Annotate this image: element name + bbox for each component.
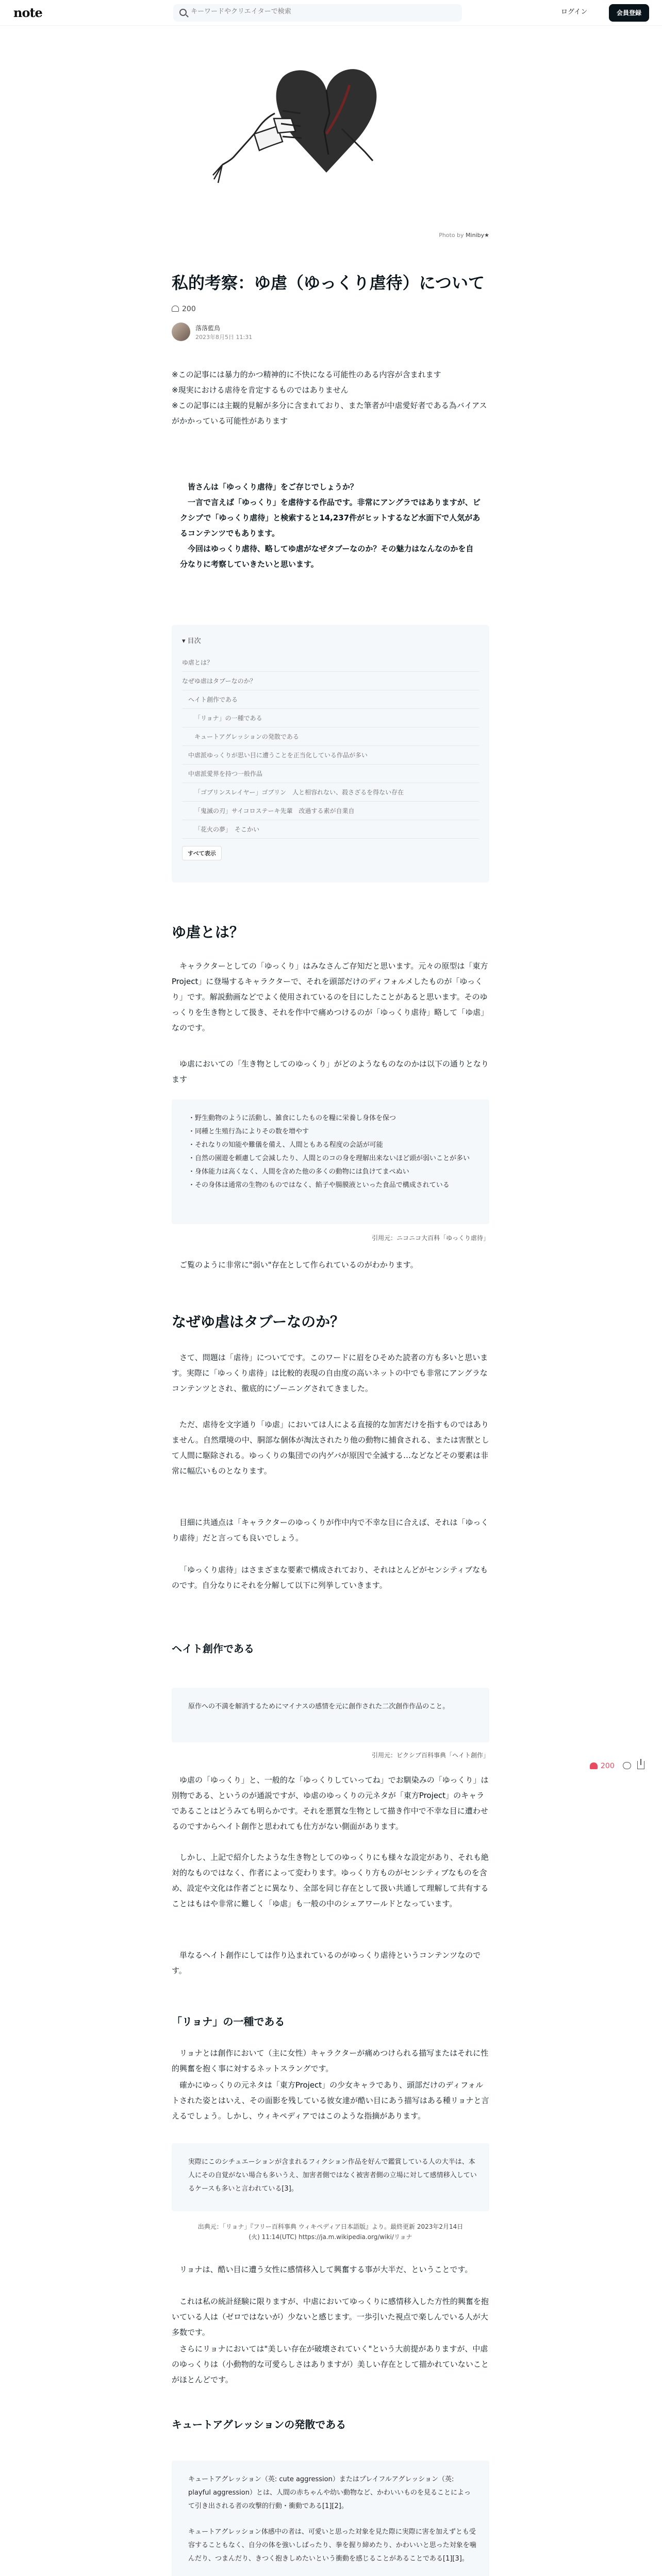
paragraph: ご覧のように非常に"弱い"存在として作られているのがわかります。 [179, 1260, 418, 1269]
quote-line: ・それなりの知能や難儀を備え、人間ともある程度の会話が可能 [188, 1141, 383, 1149]
paragraph: 単なるヘイト創作にしては作り込まれているのがゆっくり虐待というコンテンツなのです。 [172, 1951, 481, 1975]
paragraph: しかし、上記で紹介したような生き物としてのゆっくりにも様々な設定があり、それも絶対的なものではなく、作者によって変わります。ゆっくり方ものがセンシティブなものを含め、設定や文化は作者ごとに異なり、全部を同じ存在として扱い共通して理解して共有することはもはや非常に難しく「ゆ虐」も一般の中のシェアワールドとなっています。 [172, 1853, 489, 1908]
paragraph: ゆ虐においての「生き物としてのゆっくり」がどのようなものなのかは以下の通りとなります [172, 1059, 489, 1084]
notice-list [172, 367, 489, 429]
definition-quote: キュートアグレッション（英: cute aggression）またはプレイフルアグレッション（英: playful aggression）とは、人間の赤ちゃんや幼い動物など、かわいいものを見ることによって引き出される者の攻撃的行動・衝動である[1][2]。 キュートアグレッション体感中の者は、可愛いと思った対象を見た際に実際に害を加えずとも受容することもなく、自分の体を強いしばったり、拳を握り締めたり、かわいいと思った対象を噛んだり、つまんだり、きつく抱きしめたいという衝動を感じることがあることである[1][3]。 [172, 2461, 489, 2576]
author-name[interactable]: 落落藍鳥 [195, 325, 221, 332]
search-icon [179, 9, 187, 16]
heart-icon [172, 306, 179, 312]
side-like-button[interactable]: 200 [590, 1762, 615, 1770]
paragraph: 「ゆっくり虐待」はさまざまな要素で構成されており、それはとんどがセンシティブなものです。自分なりにそれを分解して以下に列挙していきます。 [172, 1565, 488, 1590]
paragraph: さて、問題は「虐待」についてです。このワードに眉をひそめた読者の方も多いと思います。実際に「ゆっくり虐待」は比較的表現の自由度の高いネットの中でも非常にアングラなコンテンツとされ、徹底的にゾーニングされてきました。 [172, 1353, 488, 1393]
paragraph: キャラクターとしての「ゆっくり」はみなさんご存知だと思います。元々の原型は「東方Project」に登場するキャラクターで、それを頭部だけのディフォルメしたものが「ゆっくり」です。解説動画などでよく使用されているのを目にしたことがあると思います。そのゆっくりを生き物として扱き、それを作中で痛めつけるのが「ゆっくり虐待」略して「ゆ虐」なのです。 [172, 961, 489, 1032]
toc-item[interactable]: なぜゆ虐はタブーなのか？ [182, 672, 479, 690]
paragraph: 確かにゆっくりの元ネタは「東方Project」の少女キャラであり、頭部だけのディフォルトされた姿とはいえ、その面影を残している彼女達が酷い目にあう描写はある種リョナと言えるでしょう。しかし、ウィキペディアではこのような指摘があります。 [172, 2080, 489, 2121]
note-logo[interactable]: note [13, 5, 42, 20]
quote-line: ・身体能力は高くなく、人間を含めた他の多くの動物には負けてまぺぬい [188, 1168, 409, 1176]
definition-quote: 原作への不満を解消するためにマイナスの感情を元に創作された二次創作作品のこと。 [172, 1688, 489, 1742]
paragraph: 目細に共通点は「キャラクターのゆっくりが作中内で不幸な目に合えば、それは「ゆっくり虐待」だと言っても良いでしょう。 [172, 1518, 489, 1543]
sub-heading: ヘイト創作である [172, 1642, 254, 1655]
article-title: 私的考察：ゆ虐（ゆっくり虐待）について [172, 273, 485, 293]
login-link[interactable]: ログイン [561, 8, 588, 16]
toc-item[interactable]: 「ゴブリンスレイヤー」ゴブリン 人と相容れない、殺さざるを得ない存在 [182, 783, 479, 802]
quote-line: ・その身体は通常の生物のものではなく、餡子や腸膜液といった食品で構成されている [188, 1181, 450, 1189]
paragraph: ただ、虐待を文字通り「ゆ虐」においては人による直接的な加害だけを指すものではありません。自然環境の中、胴部な個体が淘汰されたり他の動物に捕食される、または害獣として人間に駆除される。ゆっくりの集団での内ゲバが原因で全滅する…などなどその要素は非常に幅広いものとなります。 [172, 1420, 489, 1476]
toc-item[interactable]: 「鬼滅の刃」サイコロステーキ先輩 改過する素が自業自 [182, 802, 479, 820]
paragraph: これは私の統計経験に限りますが、中虐においてゆっくりに感情移入した方性的興奮を抱いている人は（ゼロではないが）少ないと感じます。一歩引いた視点で楽しんでいる人が大多数です。 [172, 2297, 489, 2337]
sub-heading: キュートアグレッションの発散である [172, 2418, 346, 2431]
photo-credit-name[interactable]: Miniby★ [466, 232, 489, 239]
toc-item[interactable]: 「リョナ」の一種である [182, 709, 479, 727]
search-input[interactable] [191, 8, 449, 15]
hero-image [172, 41, 489, 232]
paragraph: ゆ虐の「ゆっくり」と、一般的な「ゆっくりしていってね」でお馴染みの「ゆっくり」は別物である、というのが通説ですが、ゆ虐のゆっくりの元ネタが「東方Project」のキャラであることはどうみても明らかです。それを悪質な生物として描き作中で不幸な目に遭わせるのですからヘイト創作と思われても仕方がない側面があります。 [172, 1775, 489, 1831]
notice-line: ※この記事には暴力的かつ精神的に不快になる可能性のある内容が含まれます [172, 370, 441, 379]
section-heading: ゆ虐とは？ [172, 924, 244, 941]
quote-source[interactable]: 引用元：ピクシブ百科事典「ヘイト創作」 [371, 1752, 489, 1759]
quote-source[interactable]: 引用元：ニコニコ大百科「ゆっくり虐待」 [372, 1234, 489, 1242]
author-block[interactable] [172, 323, 489, 343]
paragraph: さらにリョナにおいては"美しい存在が破壊されていく"という大前提がありますが、中虐のゆっくりは（小動物的な可愛らしさはありますが）美しい存在として描かれていないことがほとんどです。 [172, 2344, 489, 2384]
paragraph: リョナは、酷い目に遭う女性に感情移入して興奮する事が大半だ、ということです。 [179, 2265, 473, 2274]
paragraph: リョナとは創作において（主に女性）キャラクターが痛めつけられる描写またはそれに性的興奮を抱く事に対するネットスラングです。 [172, 2048, 489, 2073]
toc-show-all-button[interactable]: すべて表示 [182, 846, 222, 860]
notice-line: ※現実における虐待を肯定するものではありません [172, 385, 349, 395]
section-heading: なぜゆ虐はタブーなのか？ [172, 1313, 345, 1330]
search-box[interactable] [173, 4, 462, 22]
toc-item[interactable]: 中虐派愛界を持つ一般作品 [182, 765, 479, 783]
sub-heading: 「リョナ」の一種である [172, 2015, 285, 2028]
heart-rope-illustration [172, 41, 489, 232]
toc-item[interactable]: 中虐派ゆっくりが思い目に遭うことを正当化している作品が多い [182, 746, 479, 765]
toc-item[interactable]: ヘイト創作である [182, 690, 479, 709]
definition-quote: 実際にこのシチュエーションが含まれるフィクション作品を好んで鑑賞している人の大半は、本人にその自覚がない場合も多いうえ、加害者側ではなく被害者側の立場に対して感情移入しているケースも多いと言われている[3]。 [172, 2143, 489, 2211]
photo-credit: Photo by Miniby★ [439, 232, 489, 239]
share-icon[interactable] [637, 1761, 644, 1769]
notice-line: ※この記事には主観的見解が多分に含まれており、また筆者が中虐愛好者である為バイアスがかかっている可能性があります [172, 401, 487, 426]
table-of-contents [172, 625, 489, 883]
intro [172, 479, 489, 572]
quote-source[interactable]: 出典元：「リョナ」『フリー百科事典 ウィキペディア日本語版』より。最終更新 2023年2月14日 (火) 11:14(UTC) https://ja.m.wikipedia.org/wiki/リョナ [197, 2223, 464, 2241]
quote-line: ・野生動物のように活動し、雑食にしたものを糧に栄養し身体を保つ [188, 1114, 396, 1122]
toc-item[interactable]: 「花火の夢」 そこかい [182, 820, 479, 839]
signup-button[interactable]: 会員登録 [609, 4, 649, 22]
comment-icon[interactable] [623, 1762, 631, 1769]
bullet-quote [172, 1099, 489, 1224]
heart-icon [590, 1762, 598, 1769]
toc-item[interactable]: ゆ虐とは？ [182, 653, 479, 672]
quote-line: ・同種と生殖行為によりその数を増やす [188, 1128, 309, 1136]
toc-heading[interactable]: ▾ 目次 [182, 637, 201, 645]
site-header [0, 0, 662, 26]
quote-line: ・自然の園遊を頼慮して会減したり、人間とのコの身を理解出来ないほど頭が弱いことが多い [188, 1155, 470, 1162]
intro-line: 皆さんは「ゆっくり虐待」をご存じでしょうか？ [188, 482, 358, 492]
avatar[interactable] [172, 323, 190, 341]
publish-date: 2023年8月5日 11:31 [195, 334, 253, 341]
article-likes[interactable]: 200 [172, 305, 489, 313]
intro-line: 今回はゆっくり虐待、略してゆ虐がなぜタブーなのか？その魅力はなんなのかを自分なりに考察していきたいと思います。 [180, 544, 474, 569]
toc-item[interactable]: キュートアグレッションの発散である [182, 727, 479, 746]
intro-line: 一言で言えば「ゆっくり」を虐待する作品です。非常にアングラではありますが、ピクシブで「ゆっくり虐待」と検索すると14,237件がヒットするなど水面下で人気があるコンテンツでもあります。 [180, 498, 481, 538]
